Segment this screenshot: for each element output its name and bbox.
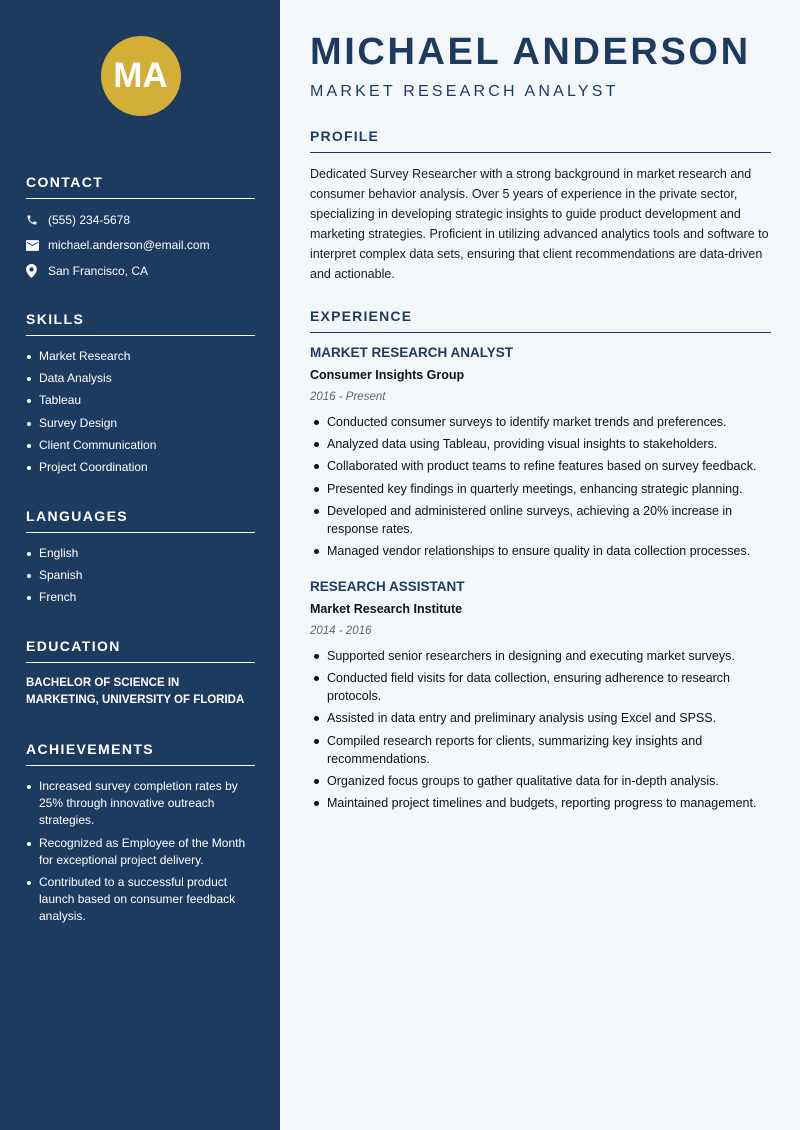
job-bullet: Conducted consumer surveys to identify market trends and preferences. [310,413,771,431]
candidate-title: MARKET RESEARCH ANALYST [310,83,619,100]
education-heading: EDUCATION [26,638,255,663]
achievement-item: Contributed to a successful product launch based on consumer feedback analysis. [26,874,255,925]
job-bullet: Presented key findings in quarterly meetings, enhancing strategic planning. [310,480,771,498]
job-bullet: Developed and administered online surveys, achieving a 20% increase in response rates. [310,502,771,538]
job-company: Market Research Institute [310,601,463,616]
achievement-item: Increased survey completion rates by 25% through innovative outreach strategies. [26,778,255,829]
achievements-heading: ACHIEVEMENTS [26,741,255,766]
skills-heading: SKILLS [26,311,255,336]
job-entry [310,578,771,812]
education-section [26,638,255,709]
job-bullet: Supported senior researchers in designing and executing market surveys. [310,647,771,665]
language-item: Spanish [26,567,255,584]
education-degree: BACHELOR OF SCIENCE IN MARKETING, UNIVERSITY OF FLORIDA [26,677,245,707]
profile-text: Dedicated Survey Researcher with a strong background in market research and consumer behavior analysis. Over 5 years of experience in the private sector, specializing in developing strategic insights to guide product development and marketing strategies. Proficient in utilizing advanced analytics tools and software to interpret complex data sets, ensuring that client recommendations are data-driven and actionable. [310,167,769,281]
achievements-list [26,778,255,925]
job-bullet: Collaborated with product teams to refine features based on survey feedback. [310,457,771,475]
languages-section [26,508,255,606]
contact-location [26,262,255,279]
languages-heading: LANGUAGES [26,508,255,533]
phone-icon [26,214,48,226]
contact-email [26,237,255,254]
achievement-item: Recognized as Employee of the Month for exceptional project delivery. [26,835,255,869]
job-bullet: Managed vendor relationships to ensure quality in data collection processes. [310,542,771,560]
phone-text[interactable]: (555) 234-5678 [48,212,131,227]
skill-item: Market Research [26,348,255,365]
job-dates: 2016 - Present [310,391,386,403]
job-bullet: Compiled research reports for clients, summarizing key insights and recommendations. [310,732,771,768]
experience-heading: EXPERIENCE [310,308,771,333]
achievements-section [26,741,255,925]
skill-item: Data Analysis [26,370,255,387]
contact-heading: CONTACT [26,174,255,199]
skill-item: Survey Design [26,415,255,432]
job-bullets [310,413,771,560]
language-item: French [26,589,255,606]
job-title: RESEARCH ASSISTANT [310,578,465,594]
job-bullet: Analyzed data using Tableau, providing visual insights to stakeholders. [310,435,771,453]
main-content [280,0,800,1130]
skills-list [26,348,255,476]
job-bullet: Conducted field visits for data collection, ensuring adherence to research protocols. [310,669,771,705]
job-company: Consumer Insights Group [310,368,465,382]
job-entry [310,344,771,560]
skill-item: Tableau [26,392,255,409]
contact-section [26,174,255,279]
job-bullet: Maintained project timelines and budgets, reporting progress to management. [310,794,771,812]
location-text: San Francisco, CA [48,263,149,278]
job-bullets [310,647,771,812]
contact-phone [26,211,255,228]
map-pin-icon [26,264,48,278]
avatar-initials: MA [101,36,181,116]
job-title: MARKET RESEARCH ANALYST [310,345,514,360]
job-bullet: Assisted in data entry and preliminary analysis using Excel and SPSS. [310,709,771,727]
skill-item: Project Coordination [26,459,255,476]
language-item: English [26,545,255,562]
skill-item: Client Communication [26,437,255,454]
email-text[interactable]: michael.anderson@email.com [48,238,210,252]
profile-heading: PROFILE [310,128,771,153]
envelope-icon [26,240,48,251]
profile-section [310,128,771,284]
job-bullet: Organized focus groups to gather qualitative data for in-depth analysis. [310,772,771,790]
sidebar [0,0,280,1130]
candidate-name: MICHAEL ANDERSON [310,31,751,73]
languages-list [26,545,255,606]
job-dates: 2014 - 2016 [310,624,372,637]
experience-section [310,308,771,812]
skills-section [26,311,255,476]
